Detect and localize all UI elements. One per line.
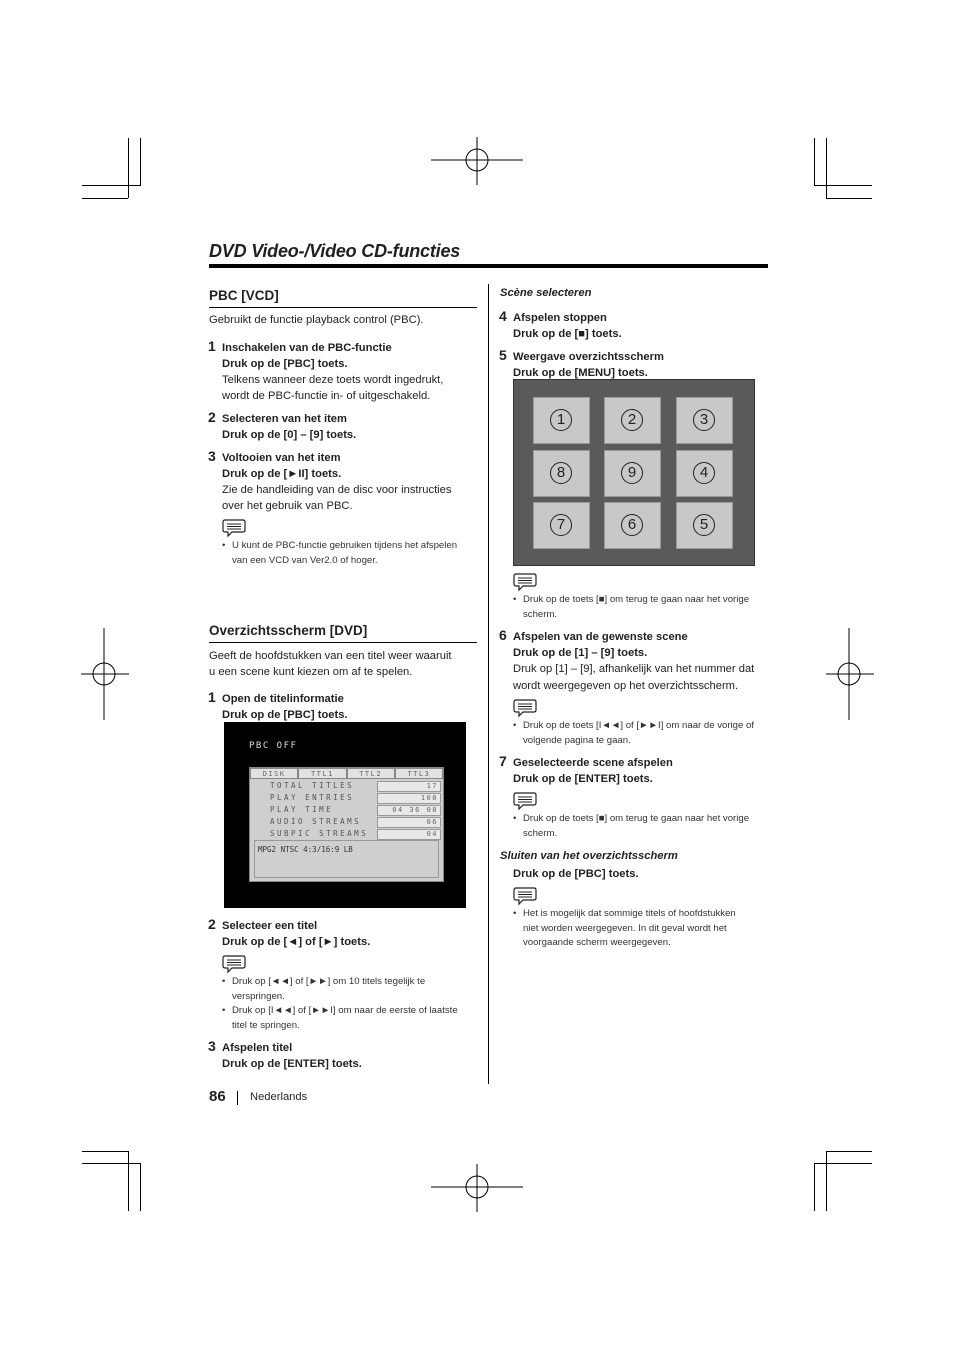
step-5 (499, 347, 664, 381)
note-item: • Druk op de toets [I◄◄] of [►►I] om naar de vorige of volgende pagina te gaan. (513, 719, 754, 748)
note-item: • Druk op de toets [■] om terug te gaan naar het vorige scherm. (513, 593, 749, 622)
note-icon (222, 518, 246, 538)
note-item: • Druk op [◄◄] of [►►] om 10 titels tegelijk te verspringen. (222, 975, 458, 1004)
registration-mark-right (826, 628, 874, 720)
step-title: Afspelen stoppen (513, 312, 607, 324)
note-item: • Druk op de toets [■] om terug te gaan naar het vorige scherm. (513, 812, 749, 841)
tab-ttl1: TTL1 (298, 768, 346, 779)
scene-number: 2 (621, 409, 643, 431)
step-text: wordt de PBC-functie in- of uitgeschakeld. (222, 390, 431, 402)
step-number: 2 (208, 916, 216, 932)
scene-number: 4 (693, 462, 715, 484)
title-rule (209, 264, 768, 268)
note-icon (222, 954, 246, 974)
info-row-label: AUDIO STREAMS (270, 817, 362, 826)
scene-select-heading: Scène selecteren (500, 287, 592, 299)
page-title: DVD Video-/Video CD-functies (209, 241, 461, 261)
step-number: 1 (208, 338, 216, 354)
overview-heading: Overzichtsscherm [DVD] (209, 623, 368, 638)
pbc-heading-rule (209, 307, 477, 308)
pbc-step-3 (208, 448, 452, 514)
scene-cell (604, 502, 661, 549)
close-overview-action: Druk op de [PBC] toets. (513, 868, 639, 880)
step-text: Telkens wanneer deze toets wordt ingedrukt, (222, 374, 444, 386)
pbc-step-1 (208, 338, 444, 404)
note-item: • U kunt de PBC-functie gebruiken tijdens het afspelen van een VCD van Ver2.0 of hoger. (222, 539, 457, 568)
scene-cell (676, 450, 733, 497)
video-format: MPG2 NTSC 4:3/16:9 LB (258, 845, 353, 854)
scene-overview-screen (513, 379, 755, 566)
step-7 (499, 753, 673, 787)
step7-notes (513, 812, 749, 841)
step-title: Weergave overzichtsscherm (513, 351, 664, 363)
scene-cell (676, 502, 733, 549)
column-divider (488, 284, 489, 1084)
pbc-notes (222, 539, 457, 568)
tab-ttl2: TTL2 (347, 768, 395, 779)
scene-number: 9 (621, 462, 643, 484)
scene-number: 5 (693, 514, 715, 536)
step-action: Druk op de [ENTER] toets. (513, 773, 653, 785)
step-action: Druk op de [◄] of [►] toets. (222, 936, 371, 948)
scene-cell (533, 397, 590, 444)
info-row-label: TOTAL TITLES (270, 781, 355, 790)
step-action: Druk op de [0] – [9] toets. (222, 429, 357, 441)
step-number: 7 (499, 753, 507, 769)
info-row-label: PLAY ENTRIES (270, 793, 355, 802)
pbc-step-2 (208, 409, 357, 443)
pbc-status: PBC OFF (249, 741, 298, 751)
scene-cell (533, 502, 590, 549)
pbc-intro: Gebruikt de functie playback control (PBC). (209, 314, 424, 326)
step-text: wordt weergegeven op het overzichtsscherm. (513, 680, 739, 692)
note-icon (513, 791, 537, 811)
overview-step-1 (208, 689, 348, 723)
title-info-screen (224, 722, 466, 908)
step5-notes (513, 593, 749, 622)
scene-number: 1 (550, 409, 572, 431)
scene-cell (604, 397, 661, 444)
page-number: 86 (209, 1088, 226, 1105)
step-title: Inschakelen van de PBC-functie (222, 342, 392, 354)
step-text: Druk op [1] – [9], afhankelijk van het nummer dat (513, 663, 755, 675)
scene-number: 6 (621, 514, 643, 536)
step-number: 2 (208, 409, 216, 425)
scene-cell (533, 450, 590, 497)
note-item: • Het is mogelijk dat sommige titels of hoofdstukken niet worden weergegeven. In dit geval wordt het voorgaande scherm weergegeven. (513, 907, 736, 951)
step-number: 6 (499, 627, 507, 643)
scene-cell (676, 397, 733, 444)
step-title: Afspelen van de gewenste scene (513, 631, 688, 643)
info-row-value: 04 (377, 829, 441, 840)
step6-notes (513, 719, 754, 748)
step-title: Geselecteerde scene afspelen (513, 757, 673, 769)
step-action: Druk op de [PBC] toets. (222, 709, 348, 721)
overview-step-3 (208, 1038, 362, 1072)
tab-ttl3: TTL3 (395, 768, 443, 779)
close-notes (513, 907, 736, 951)
step2-notes (222, 975, 458, 1033)
info-row-label: SUBPIC STREAMS (270, 829, 369, 838)
note-icon (513, 886, 537, 906)
step-number: 3 (208, 1038, 216, 1054)
step-action: Druk op de [►II] toets. (222, 468, 342, 480)
registration-mark-top (431, 137, 523, 185)
step-6 (499, 627, 755, 694)
note-item: • Druk op [I◄◄] of [►►I] om naar de eerste of laatste titel te springen. (222, 1004, 458, 1033)
info-row-value: 17 (377, 781, 441, 792)
overview-heading-rule (209, 642, 477, 643)
footer-separator (237, 1091, 238, 1105)
scene-number: 7 (550, 514, 572, 536)
step-action: Druk op de [ENTER] toets. (222, 1058, 362, 1070)
step-action: Druk op de [MENU] toets. (513, 367, 648, 379)
pbc-heading: PBC [VCD] (209, 288, 279, 303)
step-text: over het gebruik van PBC. (222, 500, 353, 512)
language-label: Nederlands (250, 1091, 308, 1103)
note-icon (513, 698, 537, 718)
step-number: 1 (208, 689, 216, 705)
step-title: Open de titelinformatie (222, 693, 344, 705)
step-action: Druk op de [■] toets. (513, 328, 622, 340)
registration-mark-left (81, 628, 129, 720)
scene-cell (604, 450, 661, 497)
registration-mark-bottom (431, 1164, 523, 1212)
step-number: 4 (499, 308, 507, 324)
tab-disk: DISK (250, 768, 298, 779)
step-title: Selecteer een titel (222, 920, 318, 932)
step-action: Druk op de [1] – [9] toets. (513, 647, 648, 659)
overview-intro: Geeft de hoofdstukken van een titel weer waaruit u een scene kunt kiezen om af te spelen. (209, 650, 452, 678)
scene-number: 3 (693, 409, 715, 431)
step-title: Selecteren van het item (222, 413, 347, 425)
overview-step-2 (208, 916, 371, 950)
note-icon (513, 572, 537, 592)
step-action: Druk op de [PBC] toets. (222, 358, 348, 370)
scene-number: 8 (550, 462, 572, 484)
info-row-value: 04 36 08 (377, 805, 441, 816)
step-title: Afspelen titel (222, 1042, 293, 1054)
info-row-value: 06 (377, 817, 441, 828)
step-number: 5 (499, 347, 507, 363)
step-4 (499, 308, 622, 342)
screen-tabs (250, 768, 443, 779)
step-title: Voltooien van het item (222, 452, 341, 464)
step-text: Zie de handleiding van de disc voor instructies (222, 484, 452, 496)
info-row-label: PLAY TIME (270, 805, 334, 814)
info-row-value: 100 (377, 793, 441, 804)
close-overview-heading: Sluiten van het overzichtsscherm (500, 850, 678, 862)
info-panel (249, 767, 444, 882)
step-number: 3 (208, 448, 216, 464)
